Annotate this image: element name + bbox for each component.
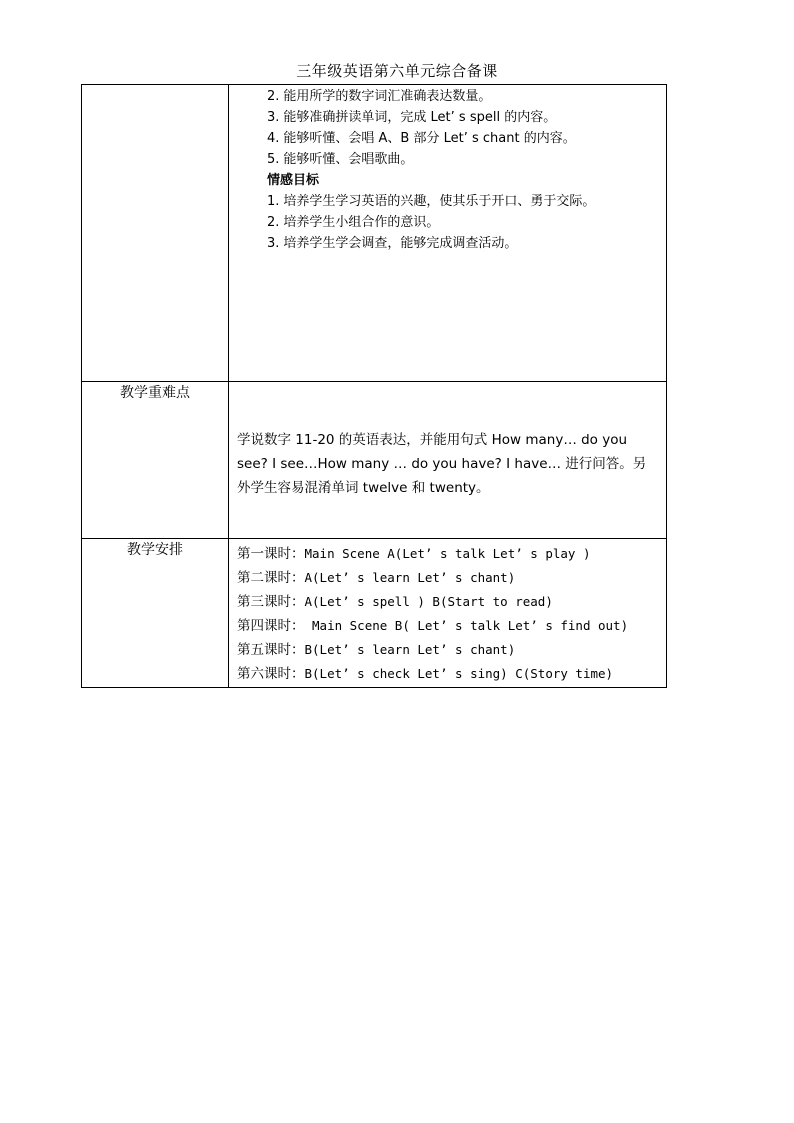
lesson-content: A(Let’ s spell ) B(Start to read) (304, 594, 553, 609)
lesson-content: B(Let’ s check Let’ s sing) C(Story time) (304, 666, 614, 681)
list-item: 4. 能够听懂、会唱 A、B 部分 Let’ s chant 的内容。 (267, 131, 576, 146)
list-item: 3. 能够准确拼读单词，完成 Let’ s spell 的内容。 (267, 110, 557, 125)
list-item: 3. 培养学生学会调查，能够完成调查活动。 (267, 236, 518, 251)
lesson-content: A(Let’ s learn Let’ s chant) (304, 570, 516, 585)
key-points-label: 教学重难点 (82, 382, 229, 539)
list-item: 2. 培养学生小组合作的意识。 (267, 215, 440, 230)
list-item: 1. 培养学生学习英语的兴趣，使其乐于开口、勇于交际。 (267, 194, 596, 209)
key-points-text (229, 382, 666, 500)
page-title: 三年级英语第六单元综合备课 (296, 62, 498, 80)
lesson-name: 第五课时： (237, 642, 305, 658)
list-item: 5. 能够听懂、会唱歌曲。 (267, 152, 414, 167)
lesson-item (237, 542, 666, 566)
skill-objectives-list (229, 85, 666, 170)
emotion-objectives-heading: 情感目标 (267, 173, 320, 188)
lesson-name: 第一课时： (237, 546, 305, 562)
lesson-plan-table (81, 84, 667, 688)
lesson-item (237, 638, 666, 662)
lesson-content: Main Scene B( Let’ s talk Let’ s find out) (304, 618, 629, 633)
schedule-content-cell (229, 539, 667, 688)
lesson-item (237, 590, 666, 614)
key-points-row (82, 382, 667, 539)
objectives-content-cell (229, 85, 667, 382)
lesson-name: 第六课时： (237, 666, 305, 682)
schedule-label: 教学安排 (82, 539, 229, 688)
key-points-line: 学说数字 11-20 的英语表达，并能用句式 How many… do you (237, 432, 628, 448)
list-item: 2. 能用所学的数字词汇准确表达数量。 (267, 89, 492, 104)
objectives-row (82, 85, 667, 382)
schedule-list (229, 539, 666, 686)
lesson-name: 第三课时： (237, 594, 305, 610)
lesson-item (237, 566, 666, 590)
lesson-name: 第四课时： (237, 618, 305, 634)
emotion-objectives-list (229, 191, 666, 254)
lesson-item (237, 614, 666, 638)
lesson-content: B(Let’ s learn Let’ s chant) (304, 642, 516, 657)
lesson-item (237, 662, 666, 686)
lesson-content: Main Scene A(Let’ s talk Let’ s play ) (304, 546, 591, 561)
key-points-line: see? I see…How many … do you have? I have… 进行问答。另 (237, 456, 647, 472)
lesson-name: 第二课时： (237, 570, 305, 586)
key-points-line: 外学生容易混淆单词 twelve 和 twenty。 (237, 480, 490, 496)
schedule-row (82, 539, 667, 688)
key-points-content-cell (229, 382, 667, 539)
objectives-label-cell (82, 85, 229, 382)
